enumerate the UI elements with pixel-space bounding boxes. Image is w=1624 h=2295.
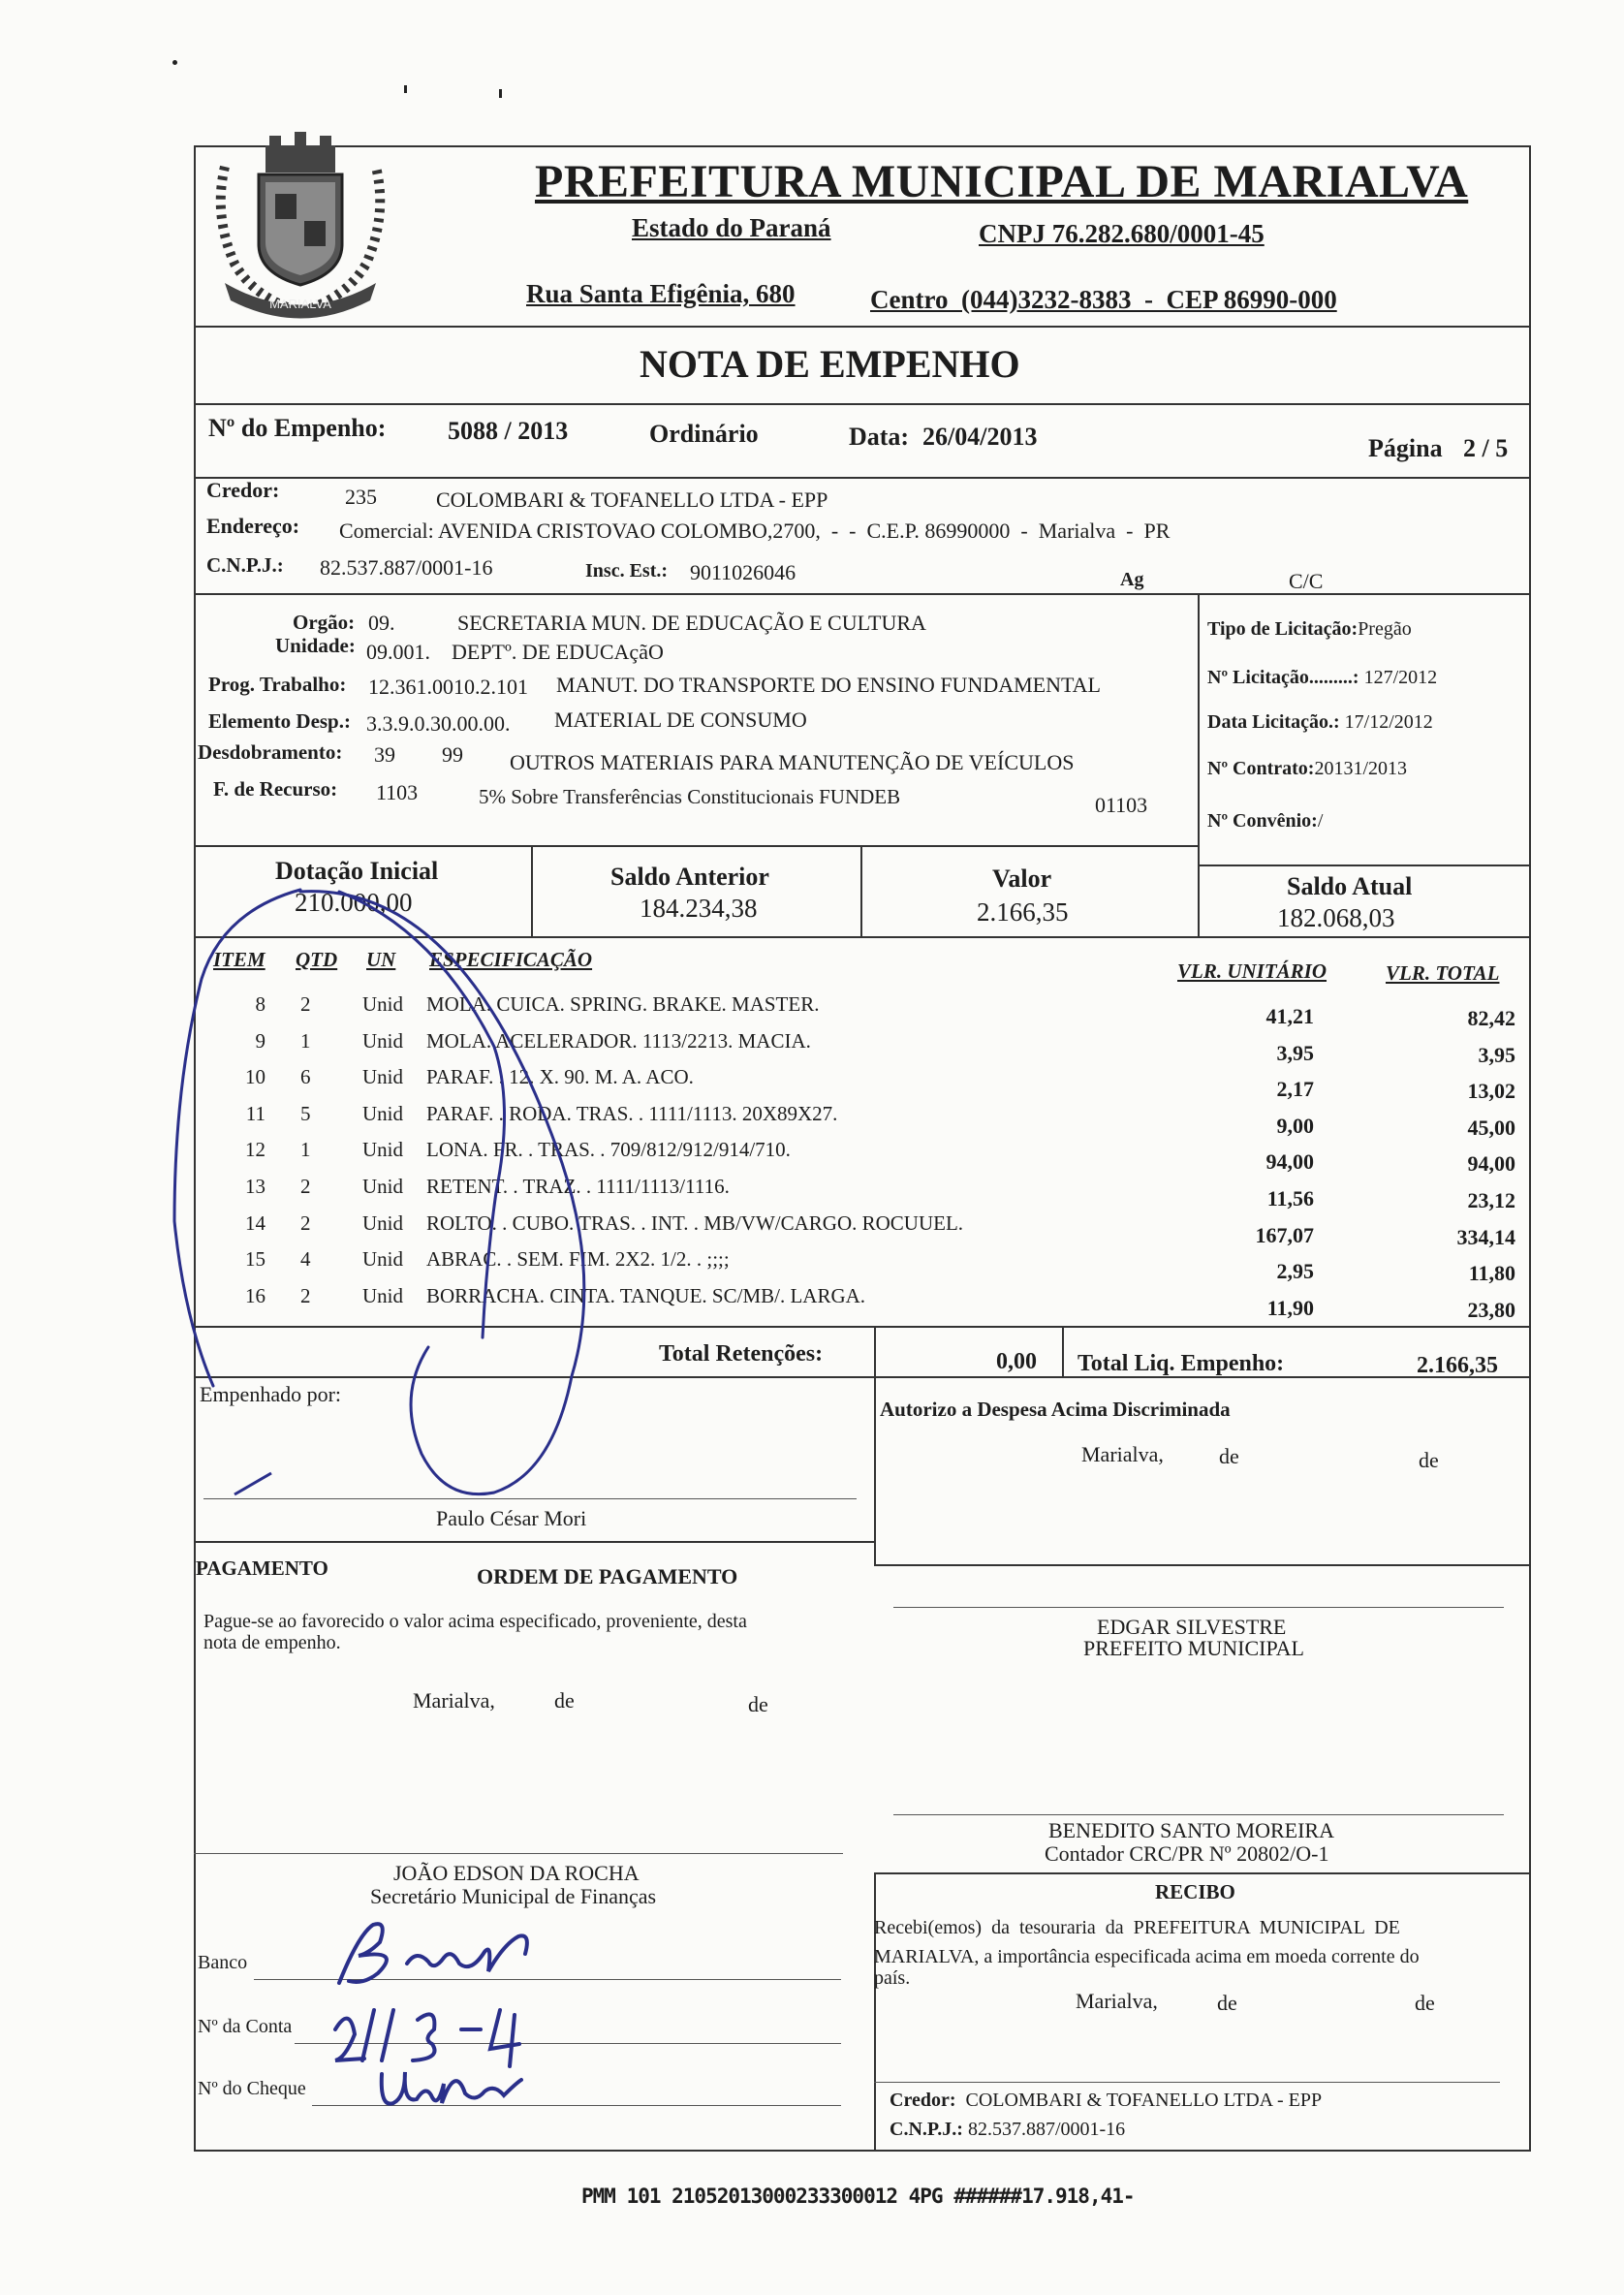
scan-speck	[404, 85, 407, 93]
convenio-number: /	[1317, 810, 1324, 832]
orgao-code: 09.	[368, 611, 395, 635]
credor-cnpj: 82.537.887/0001-16	[320, 555, 493, 580]
item-item: 8	[255, 992, 265, 1016]
signature-scribble-icon	[145, 872, 649, 1512]
dotacao-value: 210.000,00	[295, 888, 413, 917]
item-qtd: 4	[300, 1247, 311, 1272]
recibo-de-1: de	[1217, 1991, 1237, 2015]
item-un: Unid	[362, 992, 403, 1016]
item-spec: RETENT. . TRAZ. . 1111/1113/1116.	[426, 1175, 730, 1198]
data-licitacao: 17/12/2012	[1344, 711, 1433, 733]
prog-name: MANUT. DO TRANSPORTE DO ENSINO FUNDAMENTAL	[556, 673, 1101, 697]
credor-cnpj-label: C.N.P.J.:	[206, 553, 284, 577]
agency-label: Ag	[1120, 569, 1144, 590]
item-un: Unid	[362, 1138, 403, 1162]
item-total: 23,80	[1467, 1297, 1515, 1322]
saldo-anterior-value: 184.234,38	[640, 894, 758, 923]
recibo-credor: COLOMBARI & TOFANELLO LTDA - EPP	[965, 2090, 1323, 2111]
prog-label: Prog. Trabalho:	[208, 673, 347, 696]
empenhado-name: Paulo César Mori	[436, 1506, 587, 1530]
autoriza-de-2: de	[1419, 1448, 1439, 1472]
valor-label: Valor	[992, 865, 1052, 893]
valor-value: 2.166,35	[977, 897, 1069, 927]
item-un: Unid	[362, 1210, 403, 1235]
item-spec: MOLA. ACELERADOR. 1113/2213. MACIA.	[426, 1028, 811, 1053]
item-qtd: 6	[300, 1065, 311, 1089]
liquido-label: Total Liq. Empenho:	[1077, 1351, 1285, 1376]
item-item: 9	[255, 1028, 265, 1053]
desdobramento-label: Desdobramento:	[198, 740, 343, 764]
pagamento-de-1: de	[554, 1688, 575, 1713]
tipo-licitacao-label: Tipo de Licitação:	[1207, 618, 1359, 640]
recibo-text-2: MARIALVA, a importância especificada acima em moeda corrente do	[874, 1946, 1420, 1967]
retencoes-value: 0,00	[996, 1349, 1037, 1374]
pagamento-text-2: nota de empenho.	[203, 1632, 341, 1653]
page-number: 2 / 5	[1463, 434, 1509, 462]
item-spec: PARAF. . RODA. TRAS. . 1111/1113. 20X89X27.	[426, 1101, 838, 1125]
recibo-de-2: de	[1415, 1991, 1435, 2015]
item-total: 94,00	[1467, 1151, 1515, 1177]
credor-address: Comercial: AVENIDA CRISTOVAO COLOMBO,2700, - - C.E.P. 86990000 - Marialva - PR	[339, 519, 1171, 543]
item-spec: LONA. FR. . TRAS. . 709/812/912/914/710.	[426, 1138, 791, 1162]
col-un: UN	[366, 948, 396, 971]
prefeito-role: PREFEITO MUNICIPAL	[1083, 1636, 1304, 1660]
item-total: 334,14	[1456, 1224, 1515, 1249]
item-total: 82,42	[1467, 1006, 1515, 1030]
ie-label: Insc. Est.:	[585, 560, 669, 582]
pagamento-place: Marialva,	[413, 1688, 495, 1713]
item-total: 11,80	[1468, 1261, 1515, 1286]
item-spec: ABRAC. . SEM. FIM. 2X2. 1/2. . ;;;;	[426, 1247, 730, 1272]
prog-code: 12.361.0010.2.101	[368, 675, 528, 699]
saldo-atual-label: Saldo Atual	[1287, 872, 1413, 900]
saldo-anterior-label: Saldo Anterior	[610, 863, 769, 891]
item-unit: 94,00	[1265, 1149, 1314, 1175]
autoriza-text: Autorizo a Despesa Acima Discriminada	[880, 1398, 1231, 1421]
item-spec: ROLTO. . CUBO. TRAS. . INT. . MB/VW/CARGO. ROCUUEL.	[426, 1210, 964, 1235]
cheque-handwritten-icon	[372, 2055, 527, 2122]
svg-text:MARIALVA: MARIALVA	[269, 297, 331, 311]
item-unit: 2,95	[1276, 1259, 1314, 1284]
address-label: Endereço:	[206, 514, 300, 538]
ie-value: 9011026046	[690, 560, 796, 584]
municipal-contact: Centro (044)3232-8383 - CEP 86990-000	[870, 285, 1337, 314]
banco-label: Banco	[198, 1952, 248, 1973]
contrato-label: Nº Contrato:	[1207, 758, 1315, 779]
item-qtd: 1	[300, 1138, 311, 1162]
item-total: 3,95	[1478, 1042, 1515, 1067]
municipal-address: Rua Santa Efigênia, 680	[526, 279, 796, 308]
recurso-code: 1103	[376, 780, 419, 804]
conta-label: Nº da Conta	[198, 2016, 293, 2037]
desdobramento-code-2: 99	[442, 742, 463, 767]
item-spec: MOLA. CUICA. SPRING. BRAKE. MASTER.	[426, 992, 820, 1016]
page-label: Página	[1368, 434, 1443, 462]
dotacao-label: Dotação Inicial	[275, 857, 439, 885]
item-qtd: 5	[300, 1101, 311, 1125]
item-item: 14	[245, 1210, 265, 1235]
item-item: 16	[245, 1283, 265, 1307]
col-total-value: VLR. TOTAL	[1386, 961, 1500, 985]
empenho-type: Ordinário	[649, 420, 759, 448]
contrato-number: 20131/2013	[1314, 758, 1408, 779]
credor-code: 235	[345, 485, 377, 509]
empenhado-label: Empenhado por:	[200, 1382, 342, 1406]
municipal-crest-icon	[205, 128, 395, 331]
unidade-label: Unidade:	[275, 634, 356, 657]
empenho-date: 26/04/2013	[922, 423, 1038, 451]
item-unit: 11,90	[1266, 1295, 1314, 1320]
credor-name: COLOMBARI & TOFANELLO LTDA - EPP	[436, 487, 828, 512]
footer-code: PMM 101 21052013000233300012 4PG ######17.918,41-	[581, 2185, 1135, 2208]
pagamento-label: PAGAMENTO	[196, 1556, 328, 1580]
orgao-name: SECRETARIA MUN. DE EDUCAÇÃO E CULTURA	[457, 611, 926, 635]
unidade-code: 09.001.	[366, 640, 430, 664]
item-spec: BORRACHA. CINTA. TANQUE. SC/MB/. LARGA.	[426, 1283, 866, 1307]
col-item: ITEM	[213, 948, 265, 971]
desdobramento-name: OUTROS MATERIAIS PARA MANUTENÇÃO DE VEÍCULOS	[510, 750, 1075, 774]
secretario-role: Secretário Municipal de Finanças	[370, 1884, 657, 1908]
num-licitacao: 127/2012	[1363, 667, 1438, 688]
pagamento-text-1: Pague-se ao favorecido o valor acima especificado, proveniente, desta	[203, 1611, 747, 1632]
item-qtd: 2	[300, 992, 311, 1016]
item-un: Unid	[362, 1247, 403, 1272]
municipal-cnpj: CNPJ 76.282.680/0001-45	[979, 219, 1265, 248]
item-un: Unid	[362, 1283, 403, 1307]
item-qtd: 2	[300, 1175, 311, 1198]
item-item: 13	[245, 1175, 265, 1198]
liquido-value: 2.166,35	[1417, 1353, 1498, 1378]
item-unit: 2,17	[1276, 1077, 1314, 1102]
item-unit: 9,00	[1276, 1113, 1314, 1138]
contador-name: BENEDITO SANTO MOREIRA	[1048, 1818, 1334, 1842]
page-title: PREFEITURA MUNICIPAL DE MARIALVA	[535, 156, 1469, 207]
recibo-credor-label: Credor:	[890, 2090, 956, 2111]
item-item: 15	[245, 1247, 265, 1272]
autoriza-de-1: de	[1219, 1444, 1239, 1468]
tipo-licitacao: Pregão	[1358, 618, 1412, 640]
num-licitacao-label: Nº Licitação.........:	[1207, 667, 1359, 688]
item-spec: PARAF. . 12. X. 90. M. A. ACO.	[426, 1065, 694, 1089]
col-spec: ESPECIFICAÇÃO	[429, 948, 593, 971]
empenho-label: Nº do Empenho:	[208, 414, 387, 442]
item-un: Unid	[362, 1101, 403, 1125]
item-unit: 11,56	[1266, 1186, 1314, 1210]
item-qtd: 2	[300, 1283, 311, 1307]
desdobramento-code-1: 39	[374, 742, 395, 767]
orgao-label: Orgão:	[293, 611, 356, 634]
retencoes-label: Total Retenções:	[659, 1341, 824, 1367]
item-item: 11	[245, 1101, 265, 1125]
data-licitacao-label: Data Licitação.:	[1207, 711, 1340, 733]
item-qtd: 1	[300, 1028, 311, 1053]
recibo-title: RECIBO	[1155, 1880, 1235, 1903]
secretario-name: JOÃO EDSON DA ROCHA	[393, 1861, 640, 1885]
item-item: 10	[245, 1065, 265, 1089]
recibo-text-3: país.	[874, 1967, 911, 1989]
cheque-label: Nº do Cheque	[198, 2078, 306, 2099]
autoriza-place: Marialva,	[1081, 1442, 1164, 1466]
document-title: NOTA DE EMPENHO	[640, 342, 1020, 386]
recurso-label: F. de Recurso:	[213, 777, 338, 801]
item-un: Unid	[362, 1175, 403, 1198]
item-item: 12	[245, 1138, 265, 1162]
recurso-name: 5% Sobre Transferências Constitucionais FUNDEB	[479, 785, 901, 808]
contador-role: Contador CRC/PR Nº 20802/O-1	[1045, 1841, 1329, 1866]
col-qtd: QTD	[296, 948, 338, 971]
scan-speck	[499, 89, 502, 98]
empenho-number: 5088 / 2013	[448, 417, 569, 445]
recurso-extra: 01103	[1095, 793, 1148, 817]
item-un: Unid	[362, 1065, 403, 1089]
account-label: C/C	[1289, 569, 1324, 593]
banco-handwritten-icon	[320, 1915, 572, 1993]
pagamento-de-2: de	[748, 1692, 768, 1716]
saldo-atual-value: 182.068,03	[1277, 903, 1395, 932]
ordem-pagamento-label: ORDEM DE PAGAMENTO	[477, 1564, 738, 1588]
item-unit: 167,07	[1255, 1222, 1314, 1247]
prefeito-name: EDGAR SILVESTRE	[1097, 1615, 1287, 1639]
state-name: Estado do Paraná	[632, 213, 831, 242]
elemento-name: MATERIAL DE CONSUMO	[554, 707, 807, 732]
recibo-text-1: Recebi(emos) da tesouraria da PREFEITURA MUNICIPAL DE	[874, 1917, 1400, 1938]
credor-label: Credor:	[206, 478, 280, 502]
item-unit: 3,95	[1276, 1040, 1314, 1065]
col-unit-value: VLR. UNITÁRIO	[1177, 959, 1327, 983]
scan-speck	[172, 60, 177, 65]
item-unit: 41,21	[1265, 1004, 1314, 1028]
unidade-name: DEPTº. DE EDUCAçãO	[452, 640, 664, 664]
recibo-place: Marialva,	[1076, 1989, 1158, 2013]
elemento-code: 3.3.9.0.30.00.00.	[366, 711, 511, 736]
item-total: 23,12	[1467, 1188, 1515, 1212]
recibo-cnpj-label: C.N.P.J.:	[890, 2119, 963, 2140]
item-qtd: 2	[300, 1210, 311, 1235]
item-total: 13,02	[1467, 1079, 1515, 1104]
elemento-label: Elemento Desp.:	[208, 709, 351, 733]
recibo-cnpj: 82.537.887/0001-16	[967, 2119, 1126, 2140]
item-total: 45,00	[1467, 1115, 1515, 1140]
empenho-date-label: Data:	[849, 423, 910, 451]
convenio-label: Nº Convênio:	[1207, 810, 1318, 832]
item-un: Unid	[362, 1028, 403, 1053]
